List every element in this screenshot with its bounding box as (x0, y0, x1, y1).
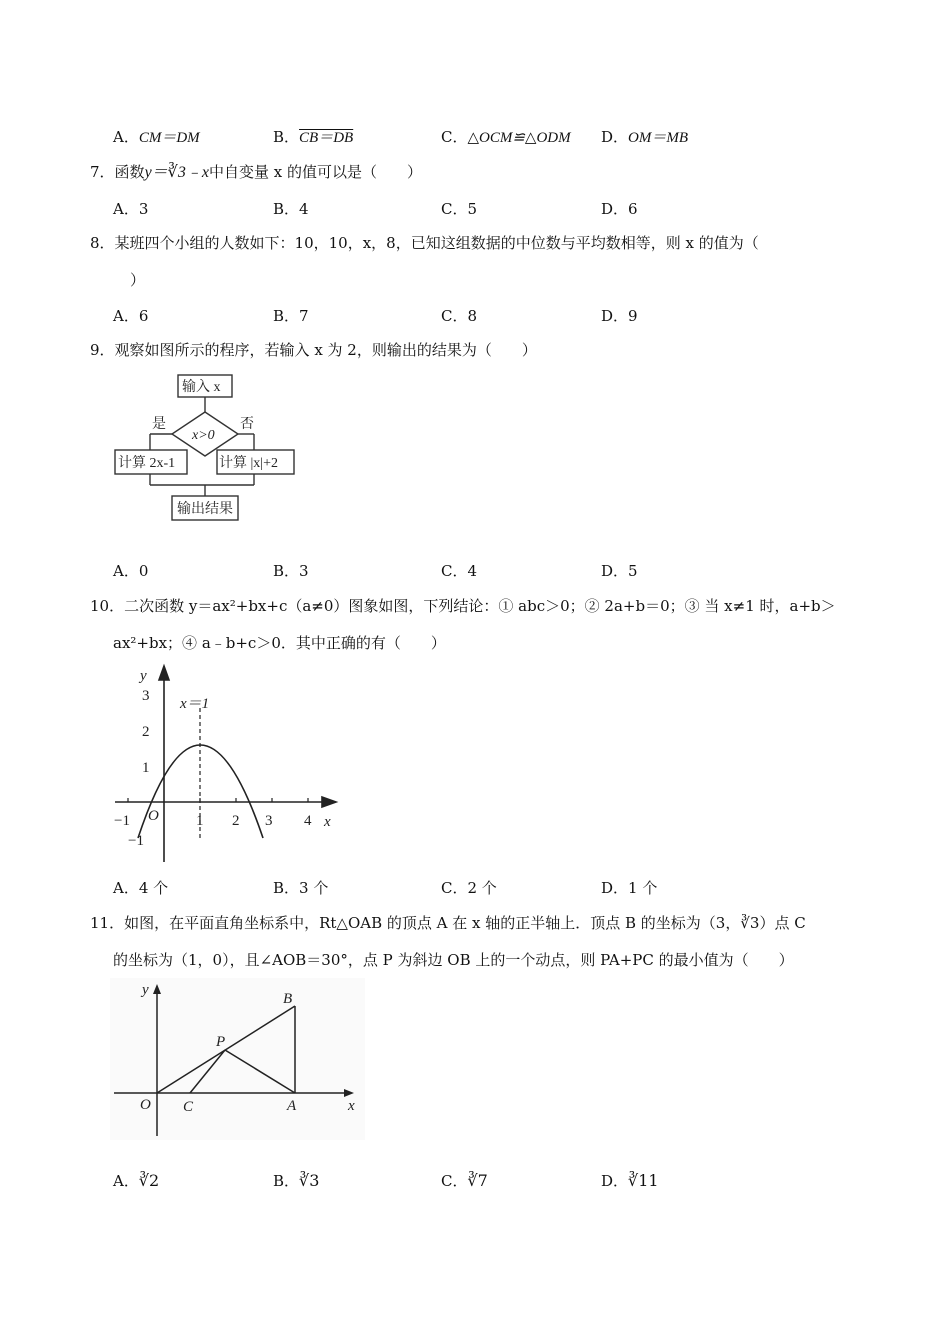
q10-stem-line1 (90, 596, 836, 616)
option-label: B． (273, 562, 300, 580)
option-text: 5 (628, 562, 638, 580)
stem-text: 二次函数 y＝ax²+bx+c（a≠0）图象如图，下列结论：① abc＞0；② 2a+b＝0；③ 当 x≠1 时，a+b＞ (124, 597, 836, 615)
option-label: C． (441, 200, 468, 218)
q11-option-c (441, 1171, 488, 1191)
q11-option-d (601, 1171, 659, 1191)
q11-triangle-figure (110, 978, 365, 1140)
q9-stem (90, 340, 537, 360)
formula: y＝∛3﹣x (144, 164, 209, 181)
q9-option-d (601, 561, 638, 581)
q10-parabola-graph (110, 660, 345, 865)
q8-stem-line1 (90, 233, 759, 253)
option-text: CB＝DB (299, 130, 354, 146)
flow-input-label: 输入 x (182, 380, 221, 395)
q11-stem-line2 (113, 950, 794, 970)
option-text: 4 个 (138, 879, 169, 897)
q9-flowchart (112, 372, 302, 524)
x-tick-label: 2 (232, 813, 240, 829)
option-label: D． (601, 1172, 629, 1190)
stem-text: 观察如图所示的程序，若输入 x 为 2，则输出的结果为（ ） (114, 341, 537, 359)
q8-option-b (273, 306, 309, 326)
q11-stem-line1 (90, 913, 806, 933)
point-b-label: B (283, 991, 293, 1007)
q10-option-b (273, 878, 328, 898)
y-tick-label: 3 (142, 688, 150, 704)
option-text: 2 个 (467, 879, 497, 897)
option-text: 9 (628, 307, 638, 325)
q9-option-a (113, 561, 148, 581)
option-label: D． (601, 879, 629, 897)
q10-stem-line2 (113, 633, 446, 653)
y-tick-label: −1 (128, 833, 144, 849)
option-label: C． (441, 307, 468, 325)
x-axis-label: x (348, 1098, 355, 1114)
q11-option-a (113, 1171, 159, 1191)
option-label: B． (273, 128, 300, 146)
q11-option-b (273, 1171, 319, 1191)
question-number: 8． (90, 234, 115, 252)
option-label: D． (601, 128, 629, 146)
q7-option-b (273, 199, 309, 219)
question-number: 10． (90, 597, 125, 615)
flow-right-label: 计算 |x|+2 (219, 456, 279, 471)
option-label: D． (601, 562, 629, 580)
point-o-label: O (140, 1097, 151, 1113)
q10-option-c (441, 878, 497, 898)
option-label: A． (113, 562, 139, 580)
option-label: A． (113, 307, 139, 325)
option-text: 7 (299, 307, 309, 325)
q6-option-d (601, 127, 688, 148)
q6-option-b (273, 127, 353, 148)
option-label: A． (113, 879, 139, 897)
option-label: C． (441, 128, 468, 146)
stem-text: 某班四个小组的人数如下：10，10，x，8，已知这组数据的中位数与平均数相等，则 x 的值为（ (114, 234, 759, 252)
question-number: 9． (90, 341, 115, 359)
q6-option-a (113, 127, 200, 148)
q8-option-c (441, 306, 477, 326)
stem-text: 函数 (114, 163, 145, 181)
q7-option-a (113, 199, 148, 219)
option-text: 6 (138, 307, 149, 325)
option-text: 5 (467, 200, 478, 218)
option-text: ∛11 (628, 1171, 659, 1190)
q8-option-a (113, 306, 148, 326)
option-text: 4 (467, 562, 478, 580)
origin-label: O (148, 808, 159, 824)
option-label: D． (601, 200, 629, 218)
q6-option-c (441, 127, 571, 148)
option-label: A． (113, 200, 139, 218)
option-text: 8 (467, 307, 478, 325)
option-label: A． (113, 128, 139, 146)
q7-stem (90, 162, 422, 183)
option-text: ∛7 (467, 1171, 488, 1190)
q7-option-d (601, 199, 638, 219)
option-label: B． (273, 1172, 300, 1190)
stem-text: 中自变量 x 的值可以是（ ） (208, 163, 422, 181)
option-text: 3 个 (299, 879, 329, 897)
question-number: 11． (90, 914, 125, 932)
option-text: 4 (299, 200, 309, 218)
point-a-label: A (287, 1098, 297, 1114)
option-label: B． (273, 307, 300, 325)
option-text: 6 (628, 200, 638, 218)
x-axis-label: x (324, 814, 331, 830)
option-label: C． (441, 1172, 468, 1190)
q10-option-a (113, 878, 168, 898)
x-tick-label: 3 (265, 813, 273, 829)
flow-yes-label: 是 (152, 417, 166, 432)
x-axis-arrow (322, 797, 336, 807)
option-label: B． (273, 879, 300, 897)
stem-text: ax²+bx；④ a﹣b+c＞0．其中正确的有（ ） (113, 634, 446, 652)
option-text: ∛2 (138, 1171, 160, 1190)
option-label: A． (113, 1172, 139, 1190)
option-text: ∛3 (299, 1171, 320, 1190)
stem-text: ） (130, 271, 146, 289)
question-number: 7． (90, 163, 115, 181)
x-tick-label: 4 (304, 813, 312, 829)
option-text: 0 (138, 562, 149, 580)
option-text: 1 个 (628, 879, 658, 897)
q10-option-d (601, 878, 657, 898)
symmetry-label: x＝1 (180, 696, 210, 712)
option-text: 3 (299, 562, 309, 580)
option-text: CM＝DM (138, 130, 200, 146)
option-text: △OCM≌△ODM (467, 130, 571, 146)
y-axis-label: y (140, 668, 147, 684)
q7-option-c (441, 199, 477, 219)
option-label: C． (441, 879, 468, 897)
q8-stem-line2 (130, 270, 145, 290)
option-text: 3 (138, 200, 149, 218)
option-text: OM＝MB (628, 130, 689, 146)
q8-option-d (601, 306, 638, 326)
stem-text: 如图，在平面直角坐标系中，Rt△OAB 的顶点 A 在 x 轴的正半轴上．顶点 B 的坐标为（3，∛3）点 C (124, 914, 806, 932)
stem-text: 的坐标为（1，0），且∠AOB＝30°，点 P 为斜边 OB 上的一个动点，则 PA+PC 的最小值为（ ） (113, 951, 794, 969)
flow-left-label: 计算 2x-1 (118, 456, 176, 471)
flow-output-label: 输出结果 (177, 502, 233, 517)
flow-no-label: 否 (240, 417, 254, 432)
option-label: B． (273, 200, 300, 218)
y-axis-label: y (142, 982, 149, 998)
x-tick-label: −1 (114, 813, 130, 829)
y-tick-label: 2 (142, 724, 150, 740)
q9-option-c (441, 561, 477, 581)
option-label: D． (601, 307, 629, 325)
flow-cond-label: x>0 (192, 428, 215, 443)
y-tick-label: 1 (142, 760, 150, 776)
x-tick-label: 1 (196, 813, 204, 829)
option-label: C． (441, 562, 468, 580)
y-axis-arrow (159, 666, 169, 680)
point-c-label: C (183, 1099, 194, 1115)
q9-option-b (273, 561, 309, 581)
point-p-label: P (216, 1034, 226, 1050)
